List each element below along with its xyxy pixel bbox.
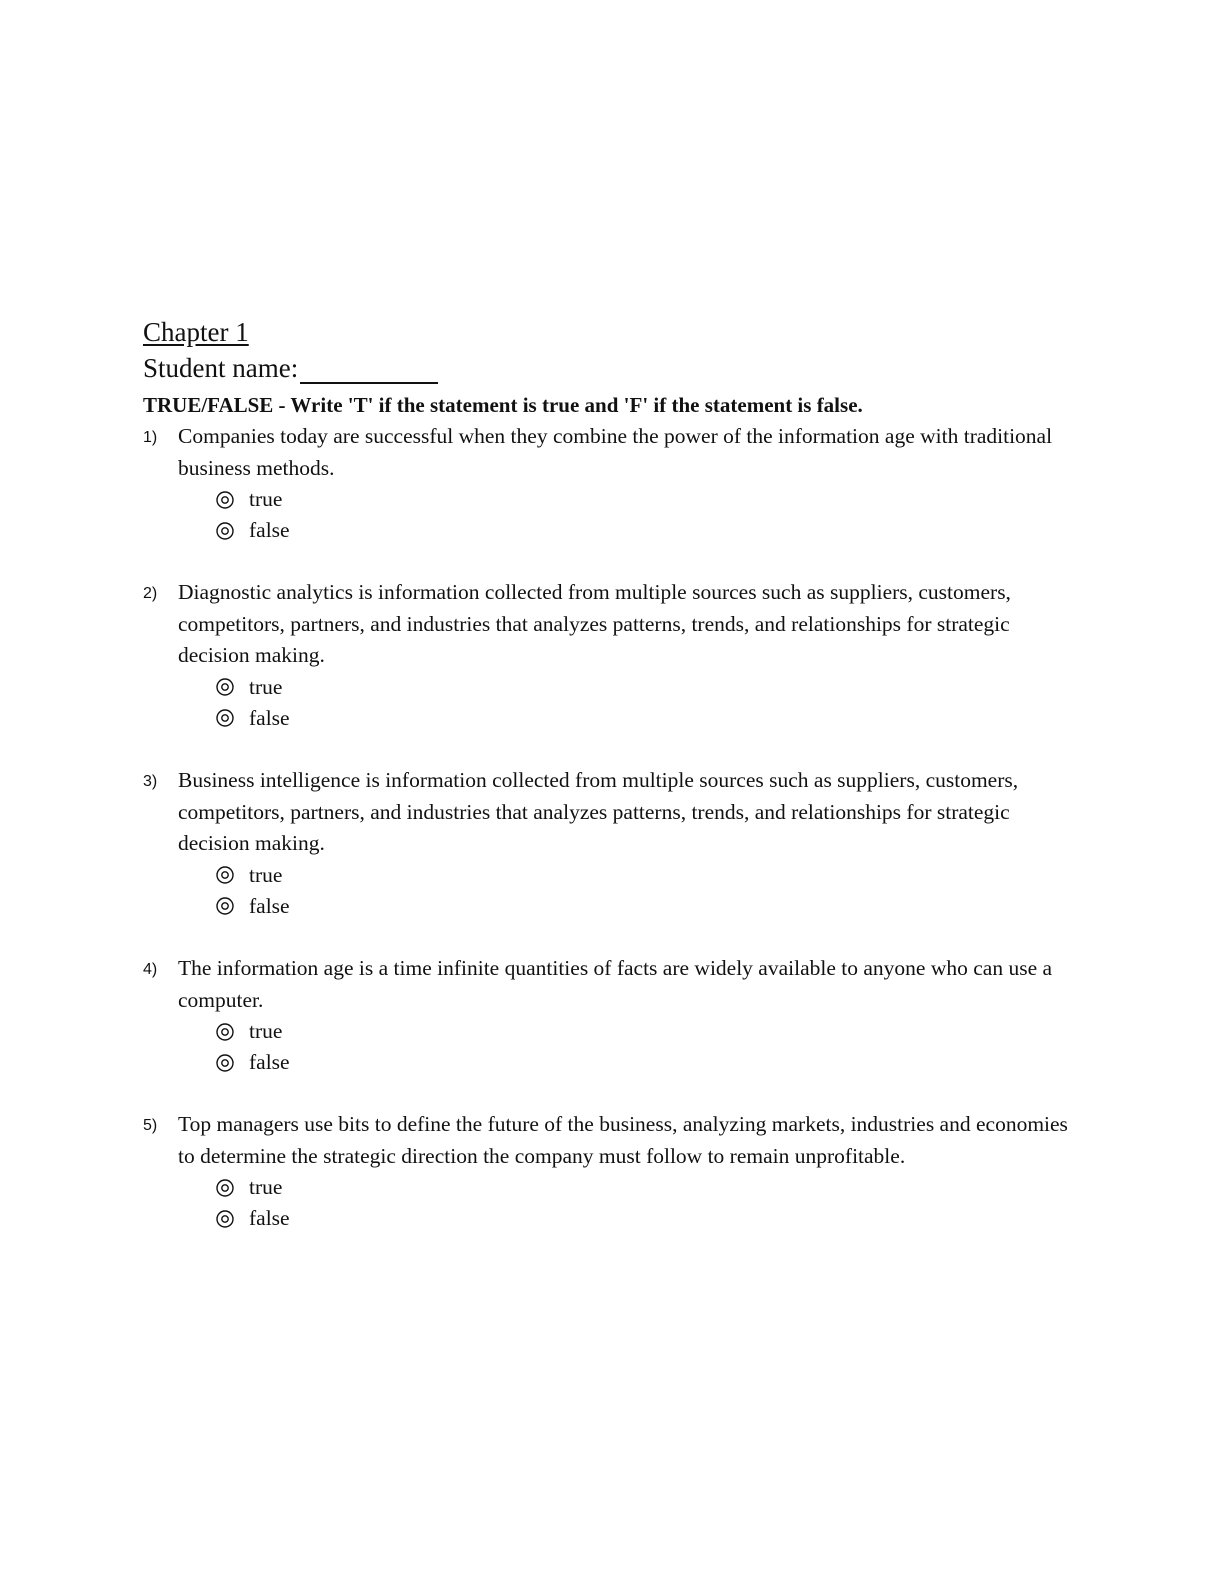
answer-options <box>215 1172 1073 1235</box>
question-3 <box>143 765 1073 922</box>
radio-icon[interactable] <box>215 708 235 728</box>
question-number: 4) <box>143 961 158 978</box>
option-label: true <box>249 1175 283 1200</box>
option-true[interactable] <box>215 672 1073 703</box>
option-label: false <box>249 705 290 730</box>
student-name-blank[interactable] <box>300 356 438 384</box>
question-5 <box>143 1109 1073 1235</box>
chapter-title: Chapter 1 <box>143 317 249 347</box>
option-false[interactable] <box>215 703 1073 734</box>
radio-icon[interactable] <box>215 1053 235 1073</box>
option-label: true <box>249 674 283 699</box>
question-text: Top managers use bits to define the future of the business, analyzing markets, industries and economies to determine the strategic direction the company must follow to remain unprofitable. <box>178 1112 1068 1168</box>
radio-icon[interactable] <box>215 1178 235 1198</box>
option-label: true <box>249 487 283 512</box>
radio-icon[interactable] <box>215 1209 235 1229</box>
option-label: true <box>249 862 283 887</box>
instructions: TRUE/FALSE - Write 'T' if the statement is true and 'F' if the statement is false. <box>143 393 863 417</box>
option-false[interactable] <box>215 515 1073 546</box>
radio-icon[interactable] <box>215 521 235 541</box>
option-true[interactable] <box>215 484 1073 515</box>
option-label: false <box>249 1050 290 1075</box>
option-false[interactable] <box>215 891 1073 922</box>
radio-icon[interactable] <box>215 865 235 885</box>
question-text: The information age is a time infinite quantities of facts are widely available to anyone who can use a computer. <box>178 956 1053 1012</box>
radio-icon[interactable] <box>215 677 235 697</box>
option-false[interactable] <box>215 1203 1073 1234</box>
question-number: 2) <box>143 585 158 602</box>
question-number: 3) <box>143 773 158 790</box>
question-number: 1) <box>143 429 158 446</box>
answer-options <box>215 1016 1073 1079</box>
question-1 <box>143 421 1073 547</box>
radio-icon[interactable] <box>215 896 235 916</box>
question-4 <box>143 953 1073 1079</box>
student-name-line <box>143 352 438 384</box>
question-text: Companies today are successful when they combine the power of the information age with traditional business methods. <box>178 424 1053 480</box>
answer-options <box>215 484 1073 547</box>
answer-options <box>215 672 1073 735</box>
option-true[interactable] <box>215 1172 1073 1203</box>
student-name-label: Student name: <box>143 353 299 383</box>
option-label: true <box>249 1019 283 1044</box>
option-label: false <box>249 893 290 918</box>
option-true[interactable] <box>215 1016 1073 1047</box>
option-false[interactable] <box>215 1047 1073 1078</box>
question-number: 5) <box>143 1117 158 1134</box>
question-text: Business intelligence is information collected from multiple sources such as suppliers, customers, competitors, partners, and industries that analyzes patterns, trends, and relationships for strategic decision making. <box>178 768 1019 855</box>
question-2 <box>143 577 1073 734</box>
radio-icon[interactable] <box>215 1022 235 1042</box>
answer-options <box>215 860 1073 923</box>
option-label: false <box>249 1206 290 1231</box>
option-true[interactable] <box>215 860 1073 891</box>
question-text: Diagnostic analytics is information collected from multiple sources such as suppliers, customers, competitors, partners, and industries that analyzes patterns, trends, and relationships for strategic decision making. <box>178 580 1011 667</box>
radio-icon[interactable] <box>215 490 235 510</box>
option-label: false <box>249 518 290 543</box>
